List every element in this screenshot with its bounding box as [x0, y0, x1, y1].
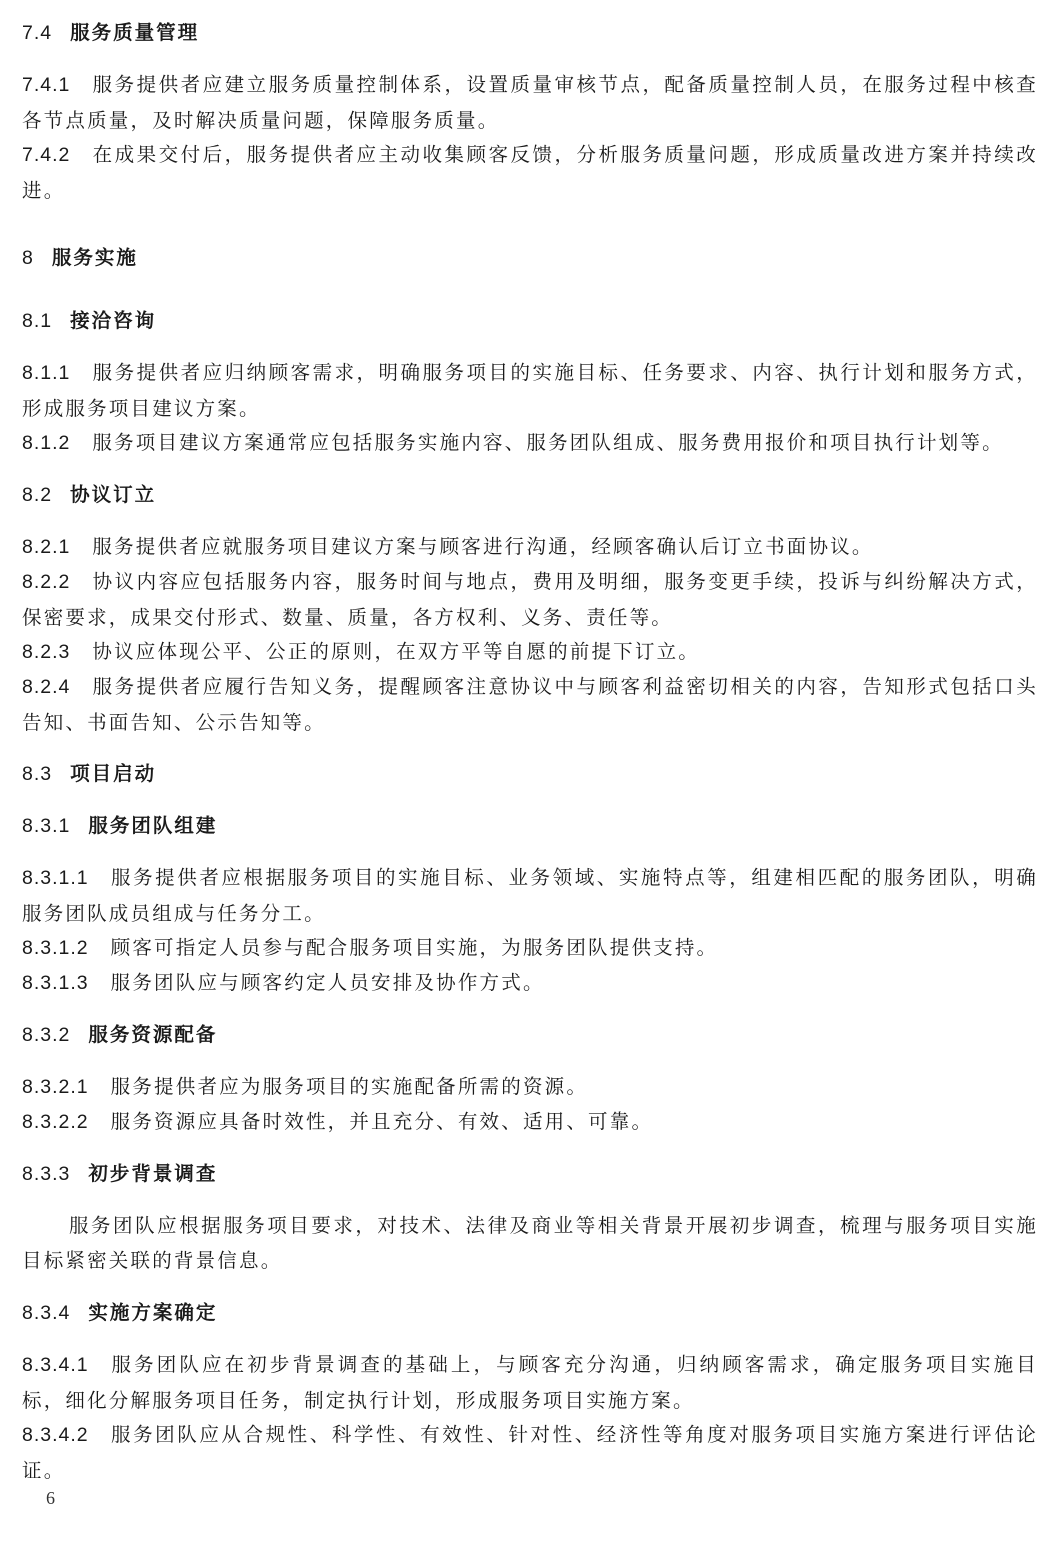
clause-8-3-1-1	[22, 860, 1038, 931]
clause-text: 服务提供者应为服务项目的实施配备所需的资源。	[110, 1075, 589, 1098]
clause-8-2-1	[22, 529, 1038, 565]
clause-number: 8.2.4	[22, 676, 71, 698]
heading-8-2	[22, 477, 156, 513]
clause-7-4-1	[22, 67, 1038, 138]
heading-number: 8.3.3	[22, 1163, 71, 1185]
heading-number: 8.3.1	[22, 815, 71, 837]
clause-number: 7.4.2	[22, 144, 71, 166]
clause-number: 8.3.1.3	[22, 972, 89, 994]
heading-number: 8.3	[22, 763, 53, 785]
clause-8-3-2-2	[22, 1104, 1038, 1140]
heading-number: 8.3.2	[22, 1024, 71, 1046]
clause-number: 8.2.2	[22, 571, 71, 593]
heading-8-3-2	[22, 1017, 217, 1053]
clause-8-3-2-1	[22, 1069, 1038, 1105]
heading-8-3-3	[22, 1156, 217, 1192]
clause-text: 服务资源应具备时效性，并且充分、有效、适用、可靠。	[110, 1110, 654, 1133]
clause-text: 在成果交付后，服务提供者应主动收集顾客反馈，分析服务质量问题，形成质量改进方案并持续改进。	[22, 143, 1038, 202]
heading-8-3-4	[22, 1295, 217, 1331]
clause-text: 服务团队应与顾客约定人员安排及协作方式。	[110, 971, 545, 994]
clause-text: 服务提供者应建立服务质量控制体系，设置质量审核节点，配备质量控制人员，在服务过程中核查各节点质量，及时解决质量问题，保障服务质量。	[22, 73, 1038, 132]
clause-8-1-1	[22, 355, 1038, 426]
clause-8-3-4-1	[22, 1347, 1038, 1418]
heading-title: 实施方案确定	[88, 1301, 218, 1324]
heading-title: 服务实施	[51, 246, 138, 269]
clause-text: 协议内容应包括服务内容，服务时间与地点，费用及明细，服务变更手续，投诉与纠纷解决方式，保密要求，成果交付形式、数量、质量，各方权利、义务、责任等。	[22, 570, 1038, 629]
heading-title: 服务团队组建	[88, 814, 218, 837]
clause-8-3-1-2	[22, 930, 1038, 966]
clause-text: 服务提供者应就服务项目建议方案与顾客进行沟通，经顾客确认后订立书面协议。	[92, 535, 874, 558]
clause-number: 8.3.1.1	[22, 867, 89, 889]
clause-text: 顾客可指定人员参与配合服务项目实施，为服务团队提供支持。	[110, 936, 719, 959]
clause-text: 协议应体现公平、公正的原则，在双方平等自愿的前提下订立。	[92, 640, 700, 663]
clause-text: 服务提供者应履行告知义务，提醒顾客注意协议中与顾客利益密切相关的内容，告知形式包括口头告知、书面告知、公示告知等。	[22, 675, 1038, 734]
paragraph-text: 服务团队应根据服务项目要求，对技术、法律及商业等相关背景开展初步调查，梳理与服务项目实施目标紧密关联的背景信息。	[22, 1214, 1038, 1272]
clause-number: 7.4.1	[22, 74, 71, 96]
heading-8	[22, 240, 138, 276]
page-number: 6	[46, 1488, 55, 1508]
clause-number: 8.2.1	[22, 536, 71, 558]
heading-title: 接洽咨询	[70, 309, 157, 332]
clause-8-2-4	[22, 669, 1038, 740]
heading-8-3	[22, 756, 156, 792]
heading-title: 项目启动	[70, 762, 157, 785]
clause-number: 8.3.4.2	[22, 1424, 89, 1446]
heading-7-4	[22, 15, 199, 51]
clause-number: 8.3.2.1	[22, 1076, 89, 1098]
heading-number: 8.1	[22, 310, 53, 332]
clause-7-4-2	[22, 137, 1038, 208]
heading-8-1	[22, 303, 156, 339]
heading-number: 8.2	[22, 484, 53, 506]
clause-number: 8.1.2	[22, 432, 71, 454]
heading-title: 服务资源配备	[88, 1023, 218, 1046]
clause-number: 8.1.1	[22, 362, 71, 384]
clause-number: 8.3.4.1	[22, 1354, 89, 1376]
clause-number: 8.3.1.2	[22, 937, 89, 959]
clause-text: 服务团队应在初步背景调查的基础上，与顾客充分沟通，归纳顾客需求，确定服务项目实施目标，细化分解服务项目任务，制定执行计划，形成服务项目实施方案。	[22, 1353, 1038, 1412]
heading-title: 初步背景调查	[88, 1162, 218, 1185]
heading-8-3-1	[22, 808, 217, 844]
heading-number: 7.4	[22, 22, 53, 44]
heading-number: 8	[22, 247, 34, 269]
clause-number: 8.2.3	[22, 641, 71, 663]
clause-8-2-2	[22, 564, 1038, 635]
clause-8-3-1-3	[22, 965, 1038, 1001]
heading-number: 8.3.4	[22, 1302, 71, 1324]
clause-8-1-2	[22, 425, 1038, 461]
heading-title: 服务质量管理	[70, 21, 200, 44]
clause-8-3-4-2	[22, 1417, 1038, 1488]
heading-title: 协议订立	[70, 483, 157, 506]
clause-text: 服务团队应从合规性、科学性、有效性、针对性、经济性等角度对服务项目实施方案进行评估论证。	[22, 1423, 1038, 1482]
clause-text: 服务项目建议方案通常应包括服务实施内容、服务团队组成、服务费用报价和项目执行计划等。	[92, 431, 1004, 454]
clause-text: 服务提供者应归纳顾客需求，明确服务项目的实施目标、任务要求、内容、执行计划和服务方式，形成服务项目建议方案。	[22, 361, 1038, 420]
clause-text: 服务提供者应根据服务项目的实施目标、业务领域、实施特点等，组建相匹配的服务团队，明确服务团队成员组成与任务分工。	[22, 866, 1038, 925]
clause-8-2-3	[22, 634, 1038, 670]
paragraph-8-3-3	[22, 1208, 1038, 1278]
clause-number: 8.3.2.2	[22, 1111, 89, 1133]
